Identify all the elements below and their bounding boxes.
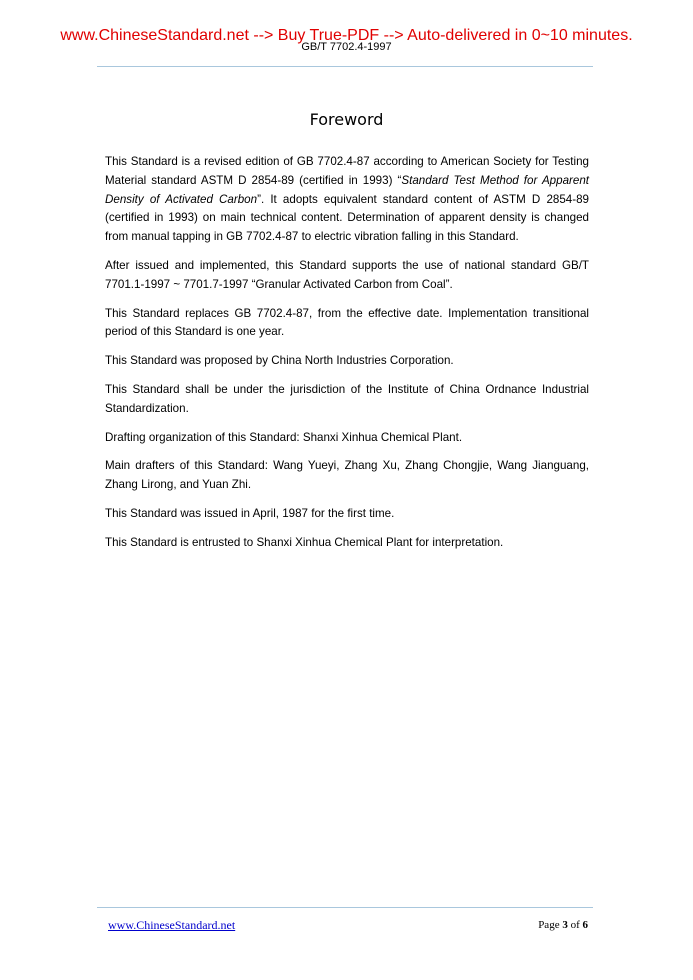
footer-website-link[interactable]: www.ChineseStandard.net <box>108 918 236 932</box>
paragraph-revision-pre: This Standard is a revised edition of GB 7702.4-87 according to American Society for Testing Material standard ASTM D 2854-89 (certified in 1993) “ <box>105 155 589 187</box>
paragraph-replaces: This Standard replaces GB 7702.4-87, from the effective date. Implementation transitional period of this Standard is one year. <box>105 306 589 339</box>
header-divider <box>97 66 593 67</box>
paragraph-drafting-org: Drafting organization of this Standard: Shanxi Xinhua Chemical Plant. <box>105 430 463 444</box>
page-total: 6 <box>582 919 588 931</box>
standard-id-header: GB/T 7702.4-1997 <box>301 41 392 53</box>
page-title: Foreword <box>309 110 384 129</box>
paragraph-jurisdiction: This Standard shall be under the jurisdiction of the Institute of China Ordnance Industrial Standardization. <box>105 382 589 415</box>
page-current: 3 <box>562 919 568 931</box>
paragraph-supports: After issued and implemented, this Standard supports the use of national standard GB/T 7701.1-1997 ~ 7701.7-1997 “Granular Activated Carbon from Coal”. <box>105 258 589 291</box>
page-of: of <box>570 919 580 931</box>
footer-divider <box>97 907 593 908</box>
promo-banner-link[interactable]: www.ChineseStandard.net --> Buy True-PDF --> Auto-delivered in 0~10 minutes. <box>60 27 633 44</box>
paragraph-revision <box>105 153 589 247</box>
paragraph-revision-italic-title: Standard Test Method for Apparent Density of Activated Carbon <box>105 173 590 206</box>
foreword-body <box>105 153 589 563</box>
paragraph-drafters: Main drafters of this Standard: Wang Yueyi, Zhang Xu, Zhang Chongjie, Wang Jianguang, Zhang Lirong, and Yuan Zhi. <box>105 459 589 492</box>
page-number <box>538 918 588 932</box>
paragraph-interpretation: This Standard is entrusted to Shanxi Xinhua Chemical Plant for interpretation. <box>105 535 504 549</box>
paragraph-first-issued: This Standard was issued in April, 1987 for the first time. <box>105 506 395 520</box>
page-label: Page <box>538 919 560 931</box>
paragraph-proposed: This Standard was proposed by China North Industries Corporation. <box>105 354 454 368</box>
paragraph-revision-post: ”. It adopts equivalent standard content of ASTM D 2854-89 (certified in 1993) on main technical content. Determination of apparent density is changed from manual tapping in GB 7702.4-87 to electric vibration falling in this Standard. <box>105 192 589 244</box>
